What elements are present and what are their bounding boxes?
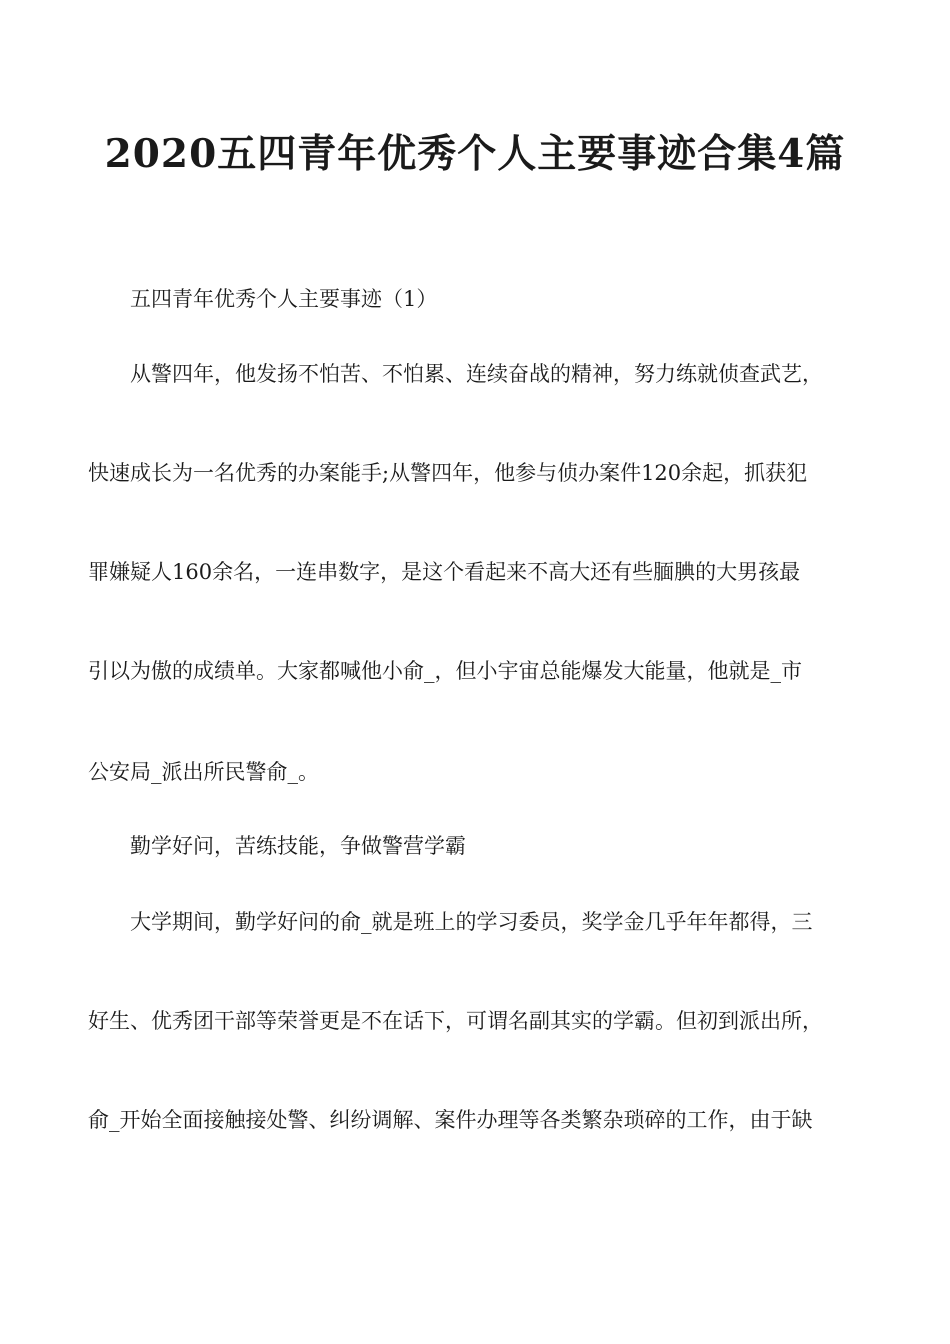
paragraph-line: 俞_开始全面接触接处警、纠纷调解、案件办理等各类繁杂琐碎的工作，由于缺 xyxy=(88,1108,813,1132)
paragraph-line: 引以为傲的成绩单。大家都喊他小俞_，但小宇宙总能爆发大能量，他就是_市 xyxy=(88,659,802,683)
paragraph-line: 好生、优秀团干部等荣誉更是不在话下，可谓名副其实的学霸。但初到派出所， xyxy=(88,1009,823,1033)
paragraph-line: 快速成长为一名优秀的办案能手;从警四年，他参与侦办案件120余起，抓获犯 xyxy=(88,461,808,485)
paragraph-line: 罪嫌疑人160余名，一连串数字，是这个看起来不高大还有些腼腆的大男孩最 xyxy=(88,560,801,584)
section-heading: 五四青年优秀个人主要事迹（1） xyxy=(130,287,438,311)
document-title: 2020五四青年优秀个人主要事迹合集4篇 xyxy=(104,131,846,177)
subheading: 勤学好问，苦练技能，争做警营学霸 xyxy=(130,834,466,858)
paragraph-line: 大学期间，勤学好问的俞_就是班上的学习委员，奖学金几乎年年都得，三 xyxy=(130,910,813,934)
paragraph-line: 公安局_派出所民警俞_。 xyxy=(88,760,319,784)
paragraph-line: 从警四年，他发扬不怕苦、不怕累、连续奋战的精神，努力练就侦查武艺， xyxy=(130,362,823,386)
